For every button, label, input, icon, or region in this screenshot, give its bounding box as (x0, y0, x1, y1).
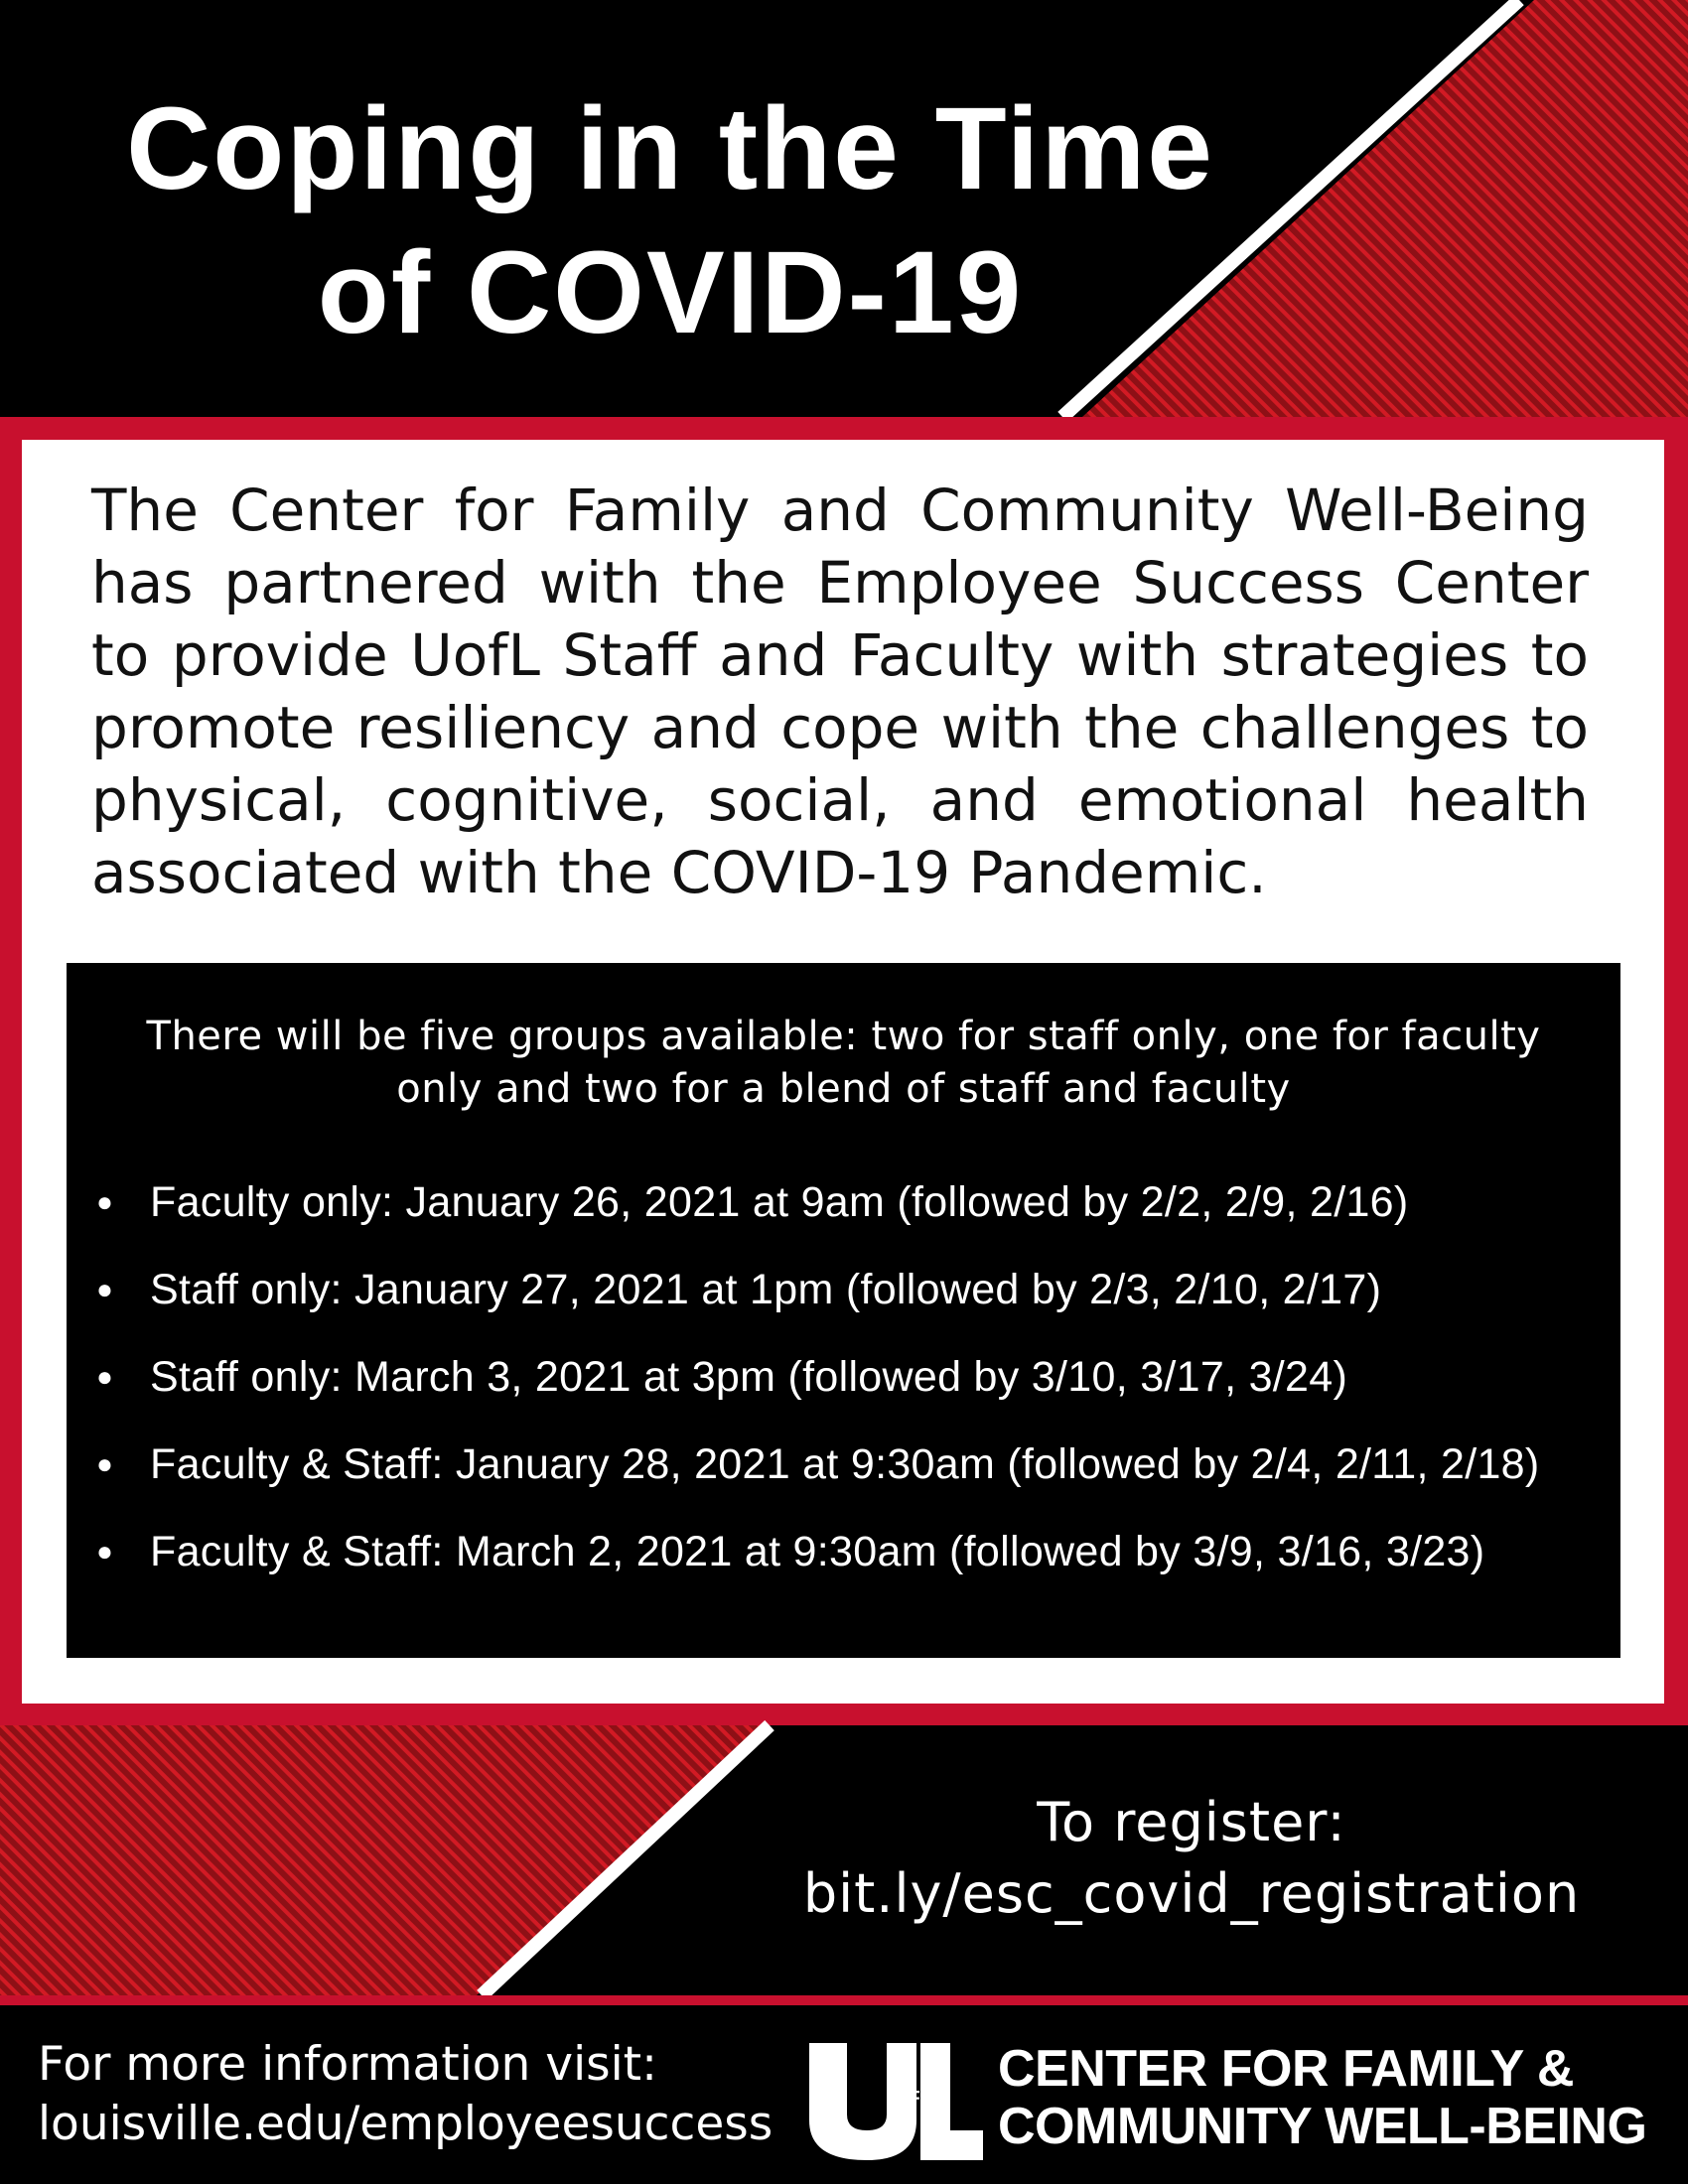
bullet-icon: ● (96, 1186, 114, 1217)
groups-list (67, 1177, 1540, 1614)
register-block (735, 1787, 1648, 1930)
group-item (67, 1265, 1540, 1352)
bottom-stripe-triangle (0, 1725, 765, 1995)
uofl-logo-icon (809, 2043, 983, 2162)
footer-info (38, 2035, 773, 2154)
groups-intro: There will be five groups available: two for staff only, one for faculty only and two for a blend of staff and faculty (146, 1014, 1541, 1112)
group-item (67, 1439, 1540, 1527)
bullet-icon: ● (96, 1274, 114, 1304)
title-line-1: Coping in the Time (126, 83, 1214, 214)
group-item-text: Faculty & Staff: March 2, 2021 at 9:30am (followed by 3/9, 3/16, 3/23) (150, 1528, 1485, 1575)
register-label: To register: (1037, 1791, 1346, 1853)
footer-info-link[interactable]: louisville.edu/employeesuccess (38, 2097, 774, 2151)
group-item (67, 1177, 1540, 1265)
title-line-2: of COVID-19 (317, 227, 1024, 358)
group-item-text: Staff only: January 27, 2021 at 1pm (followed by 2/3, 2/10, 2/17) (150, 1266, 1382, 1313)
bullet-icon: ● (96, 1361, 114, 1392)
bullet-icon: ● (96, 1448, 114, 1479)
footer-red-line (0, 1995, 1688, 2005)
logo-line-2: COMMUNITY WELL-BEING (998, 2098, 1647, 2155)
group-item-text: Faculty only: January 26, 2021 at 9am (followed by 2/2, 2/9, 2/16) (150, 1178, 1409, 1226)
group-item (67, 1527, 1540, 1614)
logo-text (998, 2040, 1646, 2155)
group-item-text: Faculty & Staff: January 28, 2021 at 9:30am (followed by 2/4, 2/11, 2/18) (150, 1440, 1540, 1488)
groups-box (67, 963, 1620, 1658)
intro-paragraph: The Center for Family and Community Well-Being has partnered with the Employee Success Center to provide UofL Staff and Faculty with strategies to promote resiliency and cope with the challenges to physical, cognitive, social, and emotional health associated with the COVID-19 Pandemic. (91, 477, 1589, 906)
register-link[interactable]: bit.ly/esc_covid_registration (802, 1862, 1581, 1925)
group-item-text: Staff only: March 3, 2021 at 3pm (followed by 3/10, 3/17, 3/24) (150, 1353, 1348, 1401)
footer-info-label: For more information visit: (38, 2037, 657, 2092)
svg-text:OF: OF (893, 2088, 920, 2110)
logo-line-1: CENTER FOR FAMILY & (998, 2040, 1574, 2098)
bullet-icon: ● (96, 1536, 114, 1567)
group-item (67, 1352, 1540, 1439)
